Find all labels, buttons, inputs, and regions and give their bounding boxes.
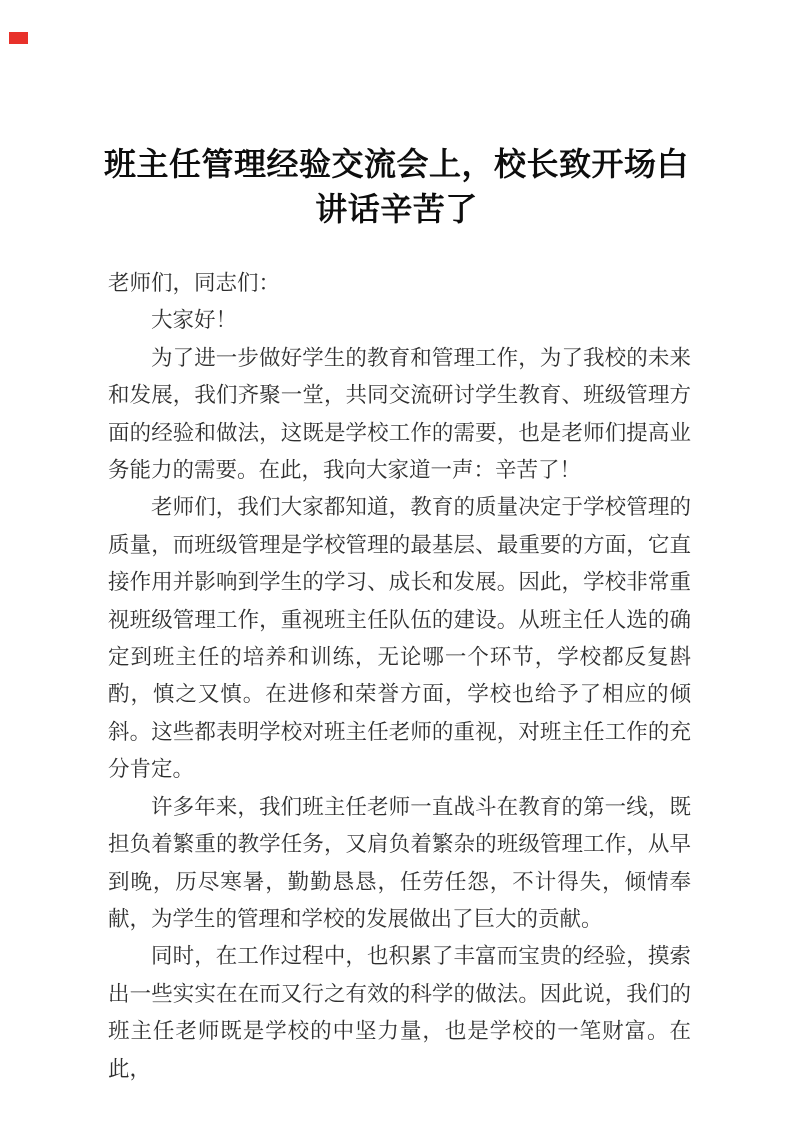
paragraph-3: 许多年来，我们班主任老师一直战斗在教育的第一线，既担负着繁重的教学任务，又肩负着繁杂的班级管理工作，从早到晚，历尽寒暑，勤勤恳恳，任劳任怨，不计得失，倾情奉献，为学生的管理和学校的发展做出了巨大的贡献。 bbox=[108, 794, 691, 931]
paragraph-1: 为了进一步做好学生的教育和管理工作，为了我校的未来和发展，我们齐聚一堂，共同交流研讨学生教育、班级管理方面的经验和做法，这既是学校工作的需要，也是老师们提高业务能力的需要。在此，我向大家道一声：辛苦了！ bbox=[108, 345, 691, 483]
red-marker-icon bbox=[9, 32, 28, 44]
greeting-line: 大家好！ bbox=[151, 308, 238, 333]
document-title-line-1: 班主任管理经验交流会上，校长致开场白 bbox=[103, 146, 689, 182]
salutation-line: 老师们，同志们： bbox=[108, 271, 281, 295]
document-title bbox=[0, 142, 793, 232]
document-title-line-2: 讲话辛苦了 bbox=[315, 191, 478, 227]
paragraph-2: 老师们，我们大家都知道，教育的质量决定于学校管理的质量，而班级管理是学校管理的最基层、最重要的方面，它直接作用并影响到学生的学习、成长和发展。因此，学校非常重视班级管理工作，重视班主任队伍的建设。从班主任人选的确定到班主任的培养和训练，无论哪一个环节，学校都反复斟酌，慎之又慎。在进修和荣誉方面，学校也给予了相应的倾斜。这些都表明学校对班主任老师的重视，对班主任工作的充分肯定。 bbox=[108, 495, 691, 782]
document-body bbox=[108, 265, 691, 1088]
paragraph-4: 同时，在工作过程中，也积累了丰富而宝贵的经验，摸索出一些实实在在而又行之有效的科学的做法。因此说，我们的班主任老师既是学校的中坚力量，也是学校的一笔财富。在此， bbox=[108, 944, 691, 1081]
